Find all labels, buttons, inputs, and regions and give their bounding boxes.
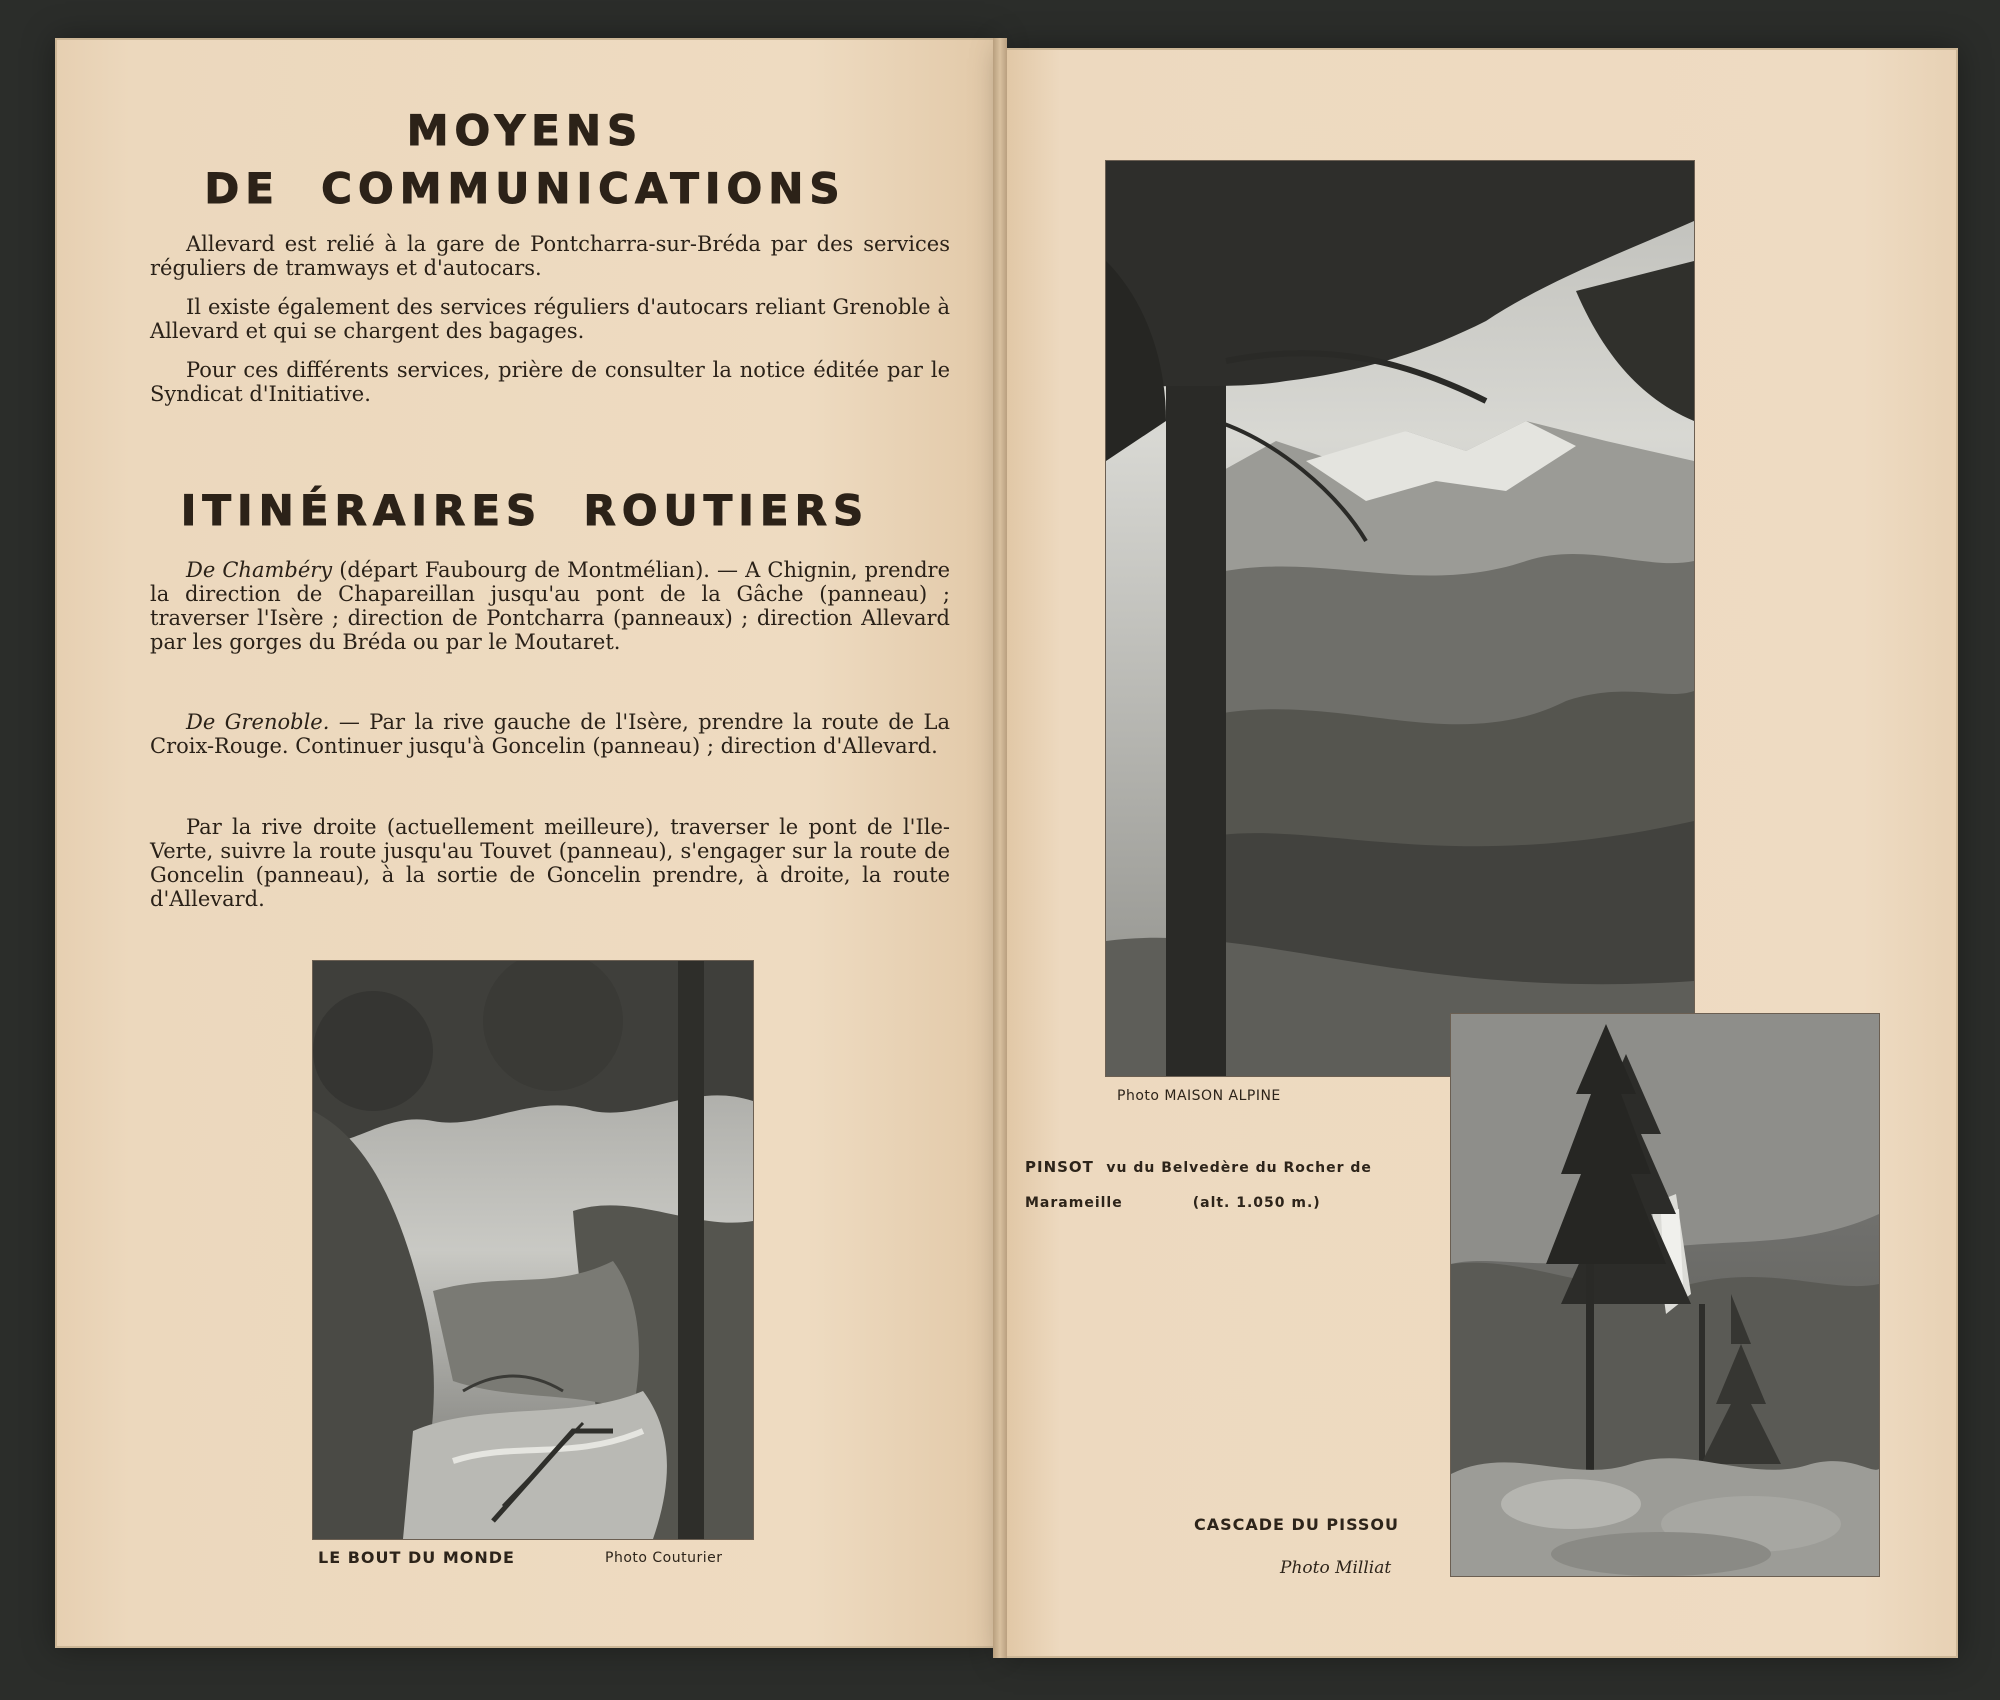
itineraire-chambery — [150, 558, 950, 654]
book-gutter — [993, 38, 1007, 1658]
credit-maison-alpine: Photo MAISON ALPINE — [1117, 1088, 1281, 1104]
moyens-paragraph-3: Pour ces différents services, prière de consulter la notice éditée par le Syndicat d'Initiative. — [150, 358, 950, 406]
grenoble-lead: De Grenoble. — [186, 710, 330, 734]
moyens-paragraph-2: Il existe également des services réguliers d'autocars reliant Grenoble à Allevard et qui se chargent des bagages. — [150, 295, 950, 343]
photo-pinsot — [1105, 160, 1695, 1077]
photo-cascade-du-pissou — [1450, 1013, 1880, 1577]
caption-bout-du-monde: LE BOUT DU MONDE — [318, 1548, 515, 1567]
pinsot-bold: PINSOT — [1025, 1158, 1094, 1176]
title-moyens-de-communications — [55, 102, 995, 218]
moyens-paragraph-1: Allevard est relié à la gare de Pontcharra-sur-Bréda par des services réguliers de tramways et d'autocars. — [150, 232, 950, 280]
credit-couturier: Photo Couturier — [605, 1550, 723, 1566]
chambery-lead: De Chambéry — [186, 558, 333, 582]
caption-pinsot-line2 — [1025, 1195, 1321, 1211]
pinsot-altitude: (alt. 1.050 m.) — [1192, 1195, 1321, 1211]
grenoble-text: — Par la rive gauche de l'Isère, prendre la route de La Croix-Rouge. Continuer jusqu'à Goncelin (panneau) ; direction d'Allevard. — [150, 710, 950, 758]
caption-pinsot-line1 — [1025, 1158, 1372, 1176]
pinsot-desc: vu du Belvedère du Rocher de — [1106, 1160, 1372, 1176]
title-moyens-line2: DE COMMUNICATIONS — [204, 164, 846, 213]
itineraire-grenoble — [150, 710, 950, 758]
pinsot-marameille: Marameille — [1025, 1195, 1123, 1211]
credit-milliat: Photo Milliat — [1280, 1558, 1392, 1578]
itineraire-rive-droite: Par la rive droite (actuellement meilleure), traverser le pont de l'Ile-Verte, suivre la route jusqu'au Touvet (panneau), s'engager sur la route de Goncelin (panneau), à la sortie de Goncelin prendre, à droite, la route d'Allevard. — [150, 815, 950, 911]
title-itineraires-routiers: ITINÉRAIRES ROUTIERS — [180, 486, 870, 535]
photo-bout-du-monde — [312, 960, 754, 1540]
chambery-text: (départ Faubourg de Montmélian). — A Chignin, prendre la direction de Chapareillan jusqu'au pont de la Gâche (panneau) ; traverser l'Isère ; direction de Pontcharra (panneaux) ; direction Allevard par les gorges du Bréda ou par le Moutaret. — [150, 558, 950, 654]
caption-cascade-du-pissou: CASCADE DU PISSOU — [1194, 1515, 1399, 1534]
title-moyens-line1: MOYENS — [406, 106, 644, 155]
